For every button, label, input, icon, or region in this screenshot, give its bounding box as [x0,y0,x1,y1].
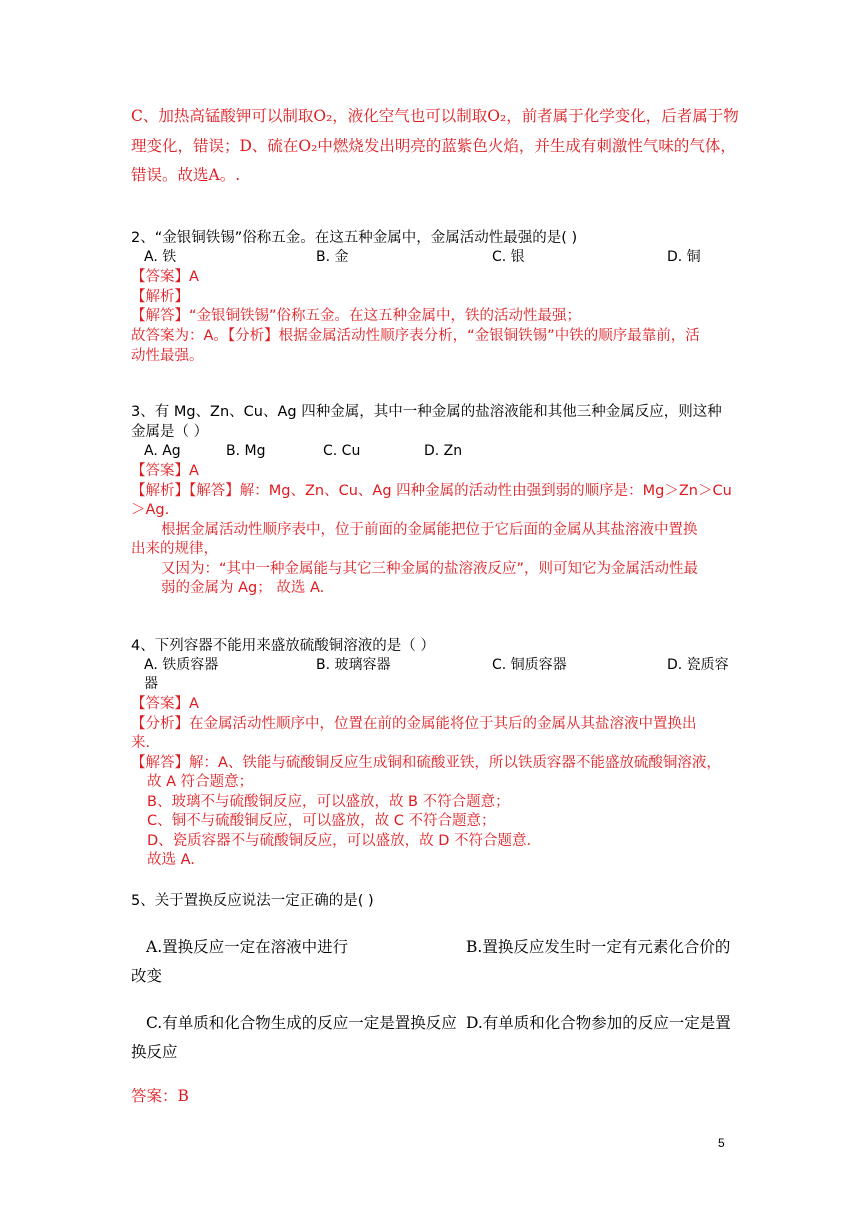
q3-option-c: C. Cu [323,443,361,459]
q3-option-a: A. Ag [144,443,181,459]
q2-stem: 2、“金银铜铁锡”俗称五金。在这五种金属中，金属活动性最强的是( ) [131,230,578,246]
q4-option-b: B. 玻璃容器 [316,657,391,673]
q5-option-c: C.有单质和化合物生成的反应一定是置换反应 [146,1014,457,1032]
q5-answer: 答案：B [131,1087,189,1105]
q4-solution-line-4: C、铜不与硫酸铜反应，可以盛放，故 C 不符合题意； [147,813,496,829]
q4-solution-line-5: D、瓷质容器不与硫酸铜反应，可以盛放，故 D 不符合题意． [147,833,542,849]
q2-answer: 【答案】A [131,269,199,285]
q4-option-d-wrap: 器 [144,676,158,692]
q4-solution-line-1: 【解答】解：A、铁能与硫酸铜反应生成铜和硫酸亚铁，所以铁质容器不能盛放硫酸铜溶液， [131,755,721,771]
q3-option-b: B. Mg [226,443,266,459]
q2-solution: 【解答】“金银铜铁锡”俗称五金。在这五种金属中，铁的活动性最强； [131,308,582,324]
q4-option-d: D. 瓷质容 [667,657,729,673]
q4-stem: 4、下列容器不能用来盛放硫酸铜溶液的是（ ） [131,638,435,654]
q3-analysis-line-5: 又因为：“其中一种金属能与其它三种金属的盐溶液反应”，则可知它为金属活动性最 [161,561,699,577]
q5-stem: 5、关于置换反应说法一定正确的是( ) [131,893,374,909]
q5-option-b: B.置换反应发生时一定有元素化合价的 [466,938,731,956]
q2-option-c: C. 银 [492,249,525,265]
q2-explain-line-1: 故答案为：A。【分析】根据金属活动性顺序表分析，“金银铜铁锡”中铁的顺序最靠前，活 [131,328,700,344]
q3-analysis-line-3: 根据金属活动性顺序表中，位于前面的金属能把位于它后面的金属从其盐溶液中置换 [161,522,698,538]
q2-analysis-label: 【解析】 [131,289,189,305]
q2-option-b: B. 金 [316,249,349,265]
q5-option-a: A.置换反应一定在溶液中进行 [146,938,349,956]
q3-analysis-line-2: ＞Ag. [131,502,170,518]
q4-solution-line-6: 故选 A. [147,852,195,868]
q4-analysis-line-1: 【分析】在金属活动性顺序中，位置在前的金属能将位于其后的金属从其盐溶液中置换出 [131,716,697,732]
q4-solution-line-3: B、玻璃不与硫酸铜反应，可以盛放，故 B 不符合题意； [147,794,510,810]
q5-option-d: D.有单质和化合物参加的反应一定是置 [466,1014,731,1032]
q3-answer: 【答案】A [131,463,199,479]
q3-analysis-line-4: 出来的规律， [131,541,218,557]
q2-explain-line-2: 动性最强。 [131,348,204,364]
prev-explanation-line-1: C、加热高锰酸钾可以制取O₂，液化空气也可以制取O₂，前者属于化学变化，后者属于物 [131,107,739,125]
q2-option-a: A. 铁 [144,249,177,265]
prev-explanation-line-3: 错误。故选A。. [131,166,241,184]
q3-stem-line-1: 3、有 Mg、Zn、Cu、Ag 四种金属，其中一种金属的盐溶液能和其他三种金属反应，则这种 [131,404,722,420]
q4-analysis-line-2: 来. [131,735,151,751]
q4-option-a: A. 铁质容器 [144,657,219,673]
q3-stem-line-2: 金属是（ ） [131,424,209,440]
q4-solution-line-2: 故 A 符合题意； [147,774,254,790]
q2-option-d: D. 铜 [667,249,701,265]
q4-option-c: C. 铜质容器 [492,657,567,673]
q3-option-d: D. Zn [424,443,463,459]
q4-answer: 【答案】A [131,696,199,712]
prev-explanation-line-2: 理变化，错误；D、硫在O₂中燃烧发出明亮的蓝紫色火焰，并生成有刺激性气味的气体， [131,137,736,155]
page-number: 5 [718,1136,725,1150]
q3-analysis-line-6: 弱的金属为 Ag； 故选 A. [161,580,325,596]
q5-option-d-wrap: 换反应 [131,1043,178,1061]
q5-option-b-wrap: 改变 [131,967,163,985]
q3-analysis-line-1: 【解析】【解答】解：Mg、Zn、Cu、Ag 四种金属的活动性由强到弱的顺序是：Mg＞Zn＞Cu [131,483,732,499]
